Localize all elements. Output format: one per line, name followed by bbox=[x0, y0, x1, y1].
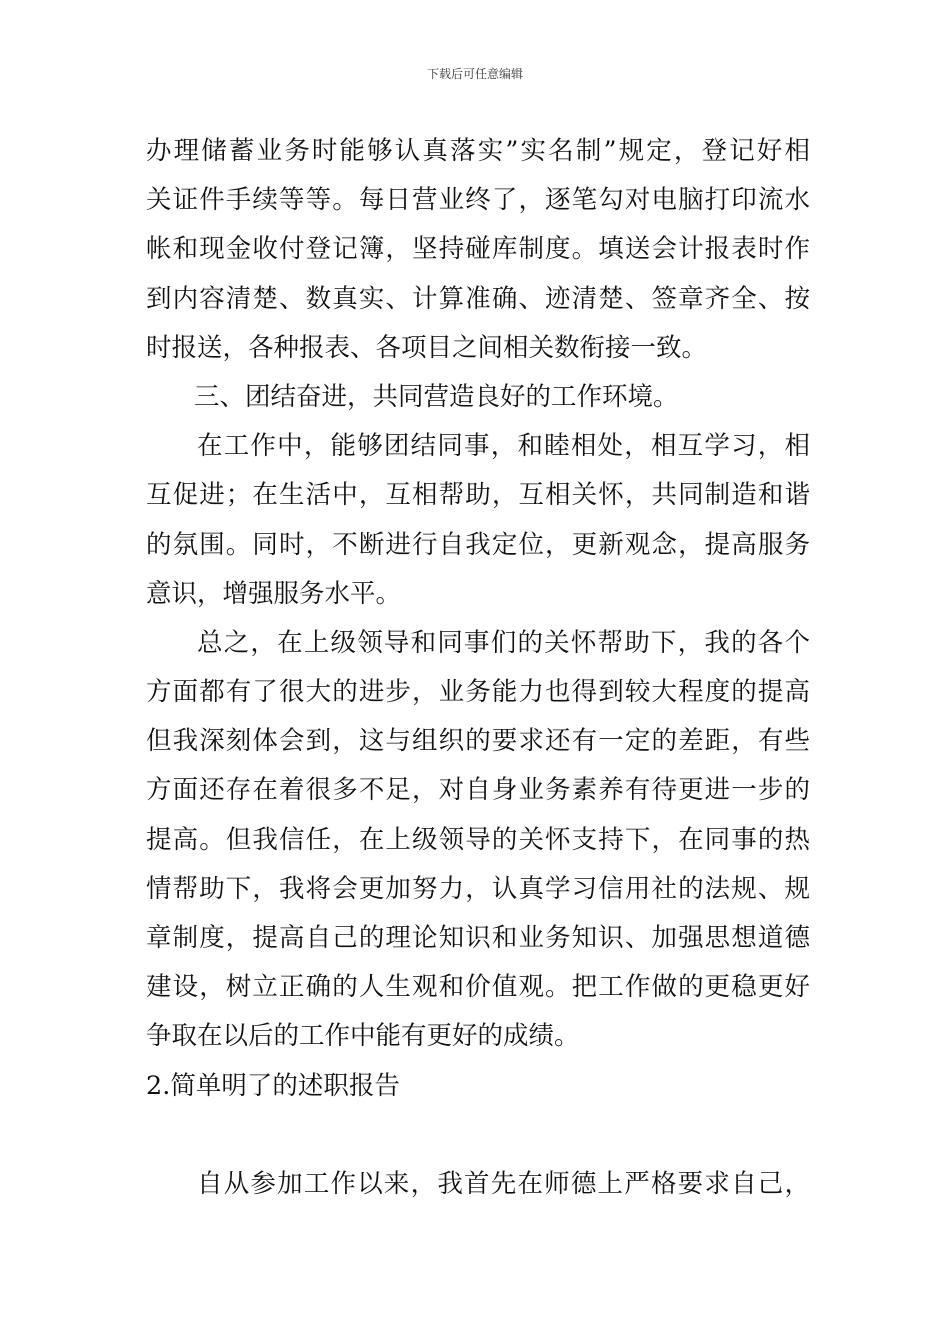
text-line: 到内容清楚、数真实、计算准确、迹清楚、签章齐全、按 bbox=[146, 283, 810, 314]
text-line: 帐和现金收付登记簿，坚持碰库制度。填送会计报表时作 bbox=[146, 234, 810, 265]
document-body bbox=[146, 127, 810, 1209]
page-header: 下载后可任意编辑 bbox=[426, 67, 523, 81]
text-line: 情帮助下，我将会更加努力，认真学习信用社的法规、规 bbox=[146, 873, 810, 904]
section-title: 2.简单明了的述职报告 bbox=[146, 1070, 400, 1101]
text-line: 意识，增强服务水平。 bbox=[146, 578, 402, 609]
section-heading: 三、团结奋进，共同营造良好的工作环境。 bbox=[194, 381, 679, 412]
text-line: 争取在以后的工作中能有更好的成绩。 bbox=[146, 1021, 580, 1052]
paragraph-first-line: 自从参加工作以来，我首先在师德上严格要求自己， bbox=[197, 1168, 810, 1199]
text-line: 办理储蓄业务时能够认真落实”实名制”规定，登记好相 bbox=[146, 136, 810, 166]
paragraph-first-line: 在工作中，能够团结同事，和睦相处，相互学习，相 bbox=[197, 431, 810, 462]
text-line: 提高。但我信任，在上级领导的关怀支持下，在同事的热 bbox=[146, 824, 810, 855]
text-line: 但我深刻体会到，这与组织的要求还有一定的差距，有些 bbox=[146, 726, 810, 757]
blank-line bbox=[146, 1111, 810, 1160]
text-line: 方面都有了很大的进步，业务能力也得到较大程度的提高 bbox=[146, 677, 810, 708]
text-line: 建设，树立正确的人生观和价值观。把工作做的更稳更好 bbox=[146, 972, 810, 1003]
text-line: 互促进；在生活中，互相帮助，互相关怀，共同制造和谐 bbox=[146, 480, 810, 511]
text-line: 章制度，提高自己的理论知识和业务知识、加强思想道德 bbox=[146, 923, 810, 953]
text-line: 时报送，各种报表、各项目之间相关数衔接一致。 bbox=[146, 332, 708, 363]
paragraph-first-line: 总之，在上级领导和同事们的关怀帮助下，我的各个 bbox=[197, 627, 810, 658]
text-line: 的氛围。同时，不断进行自我定位，更新观念，提高服务 bbox=[146, 529, 810, 560]
text-line: 关证件手续等等。每日营业终了，逐笔勾对电脑打印流水 bbox=[146, 185, 810, 216]
text-line: 方面还存在着很多不足，对自身业务素养有待更进一步的 bbox=[146, 775, 810, 806]
